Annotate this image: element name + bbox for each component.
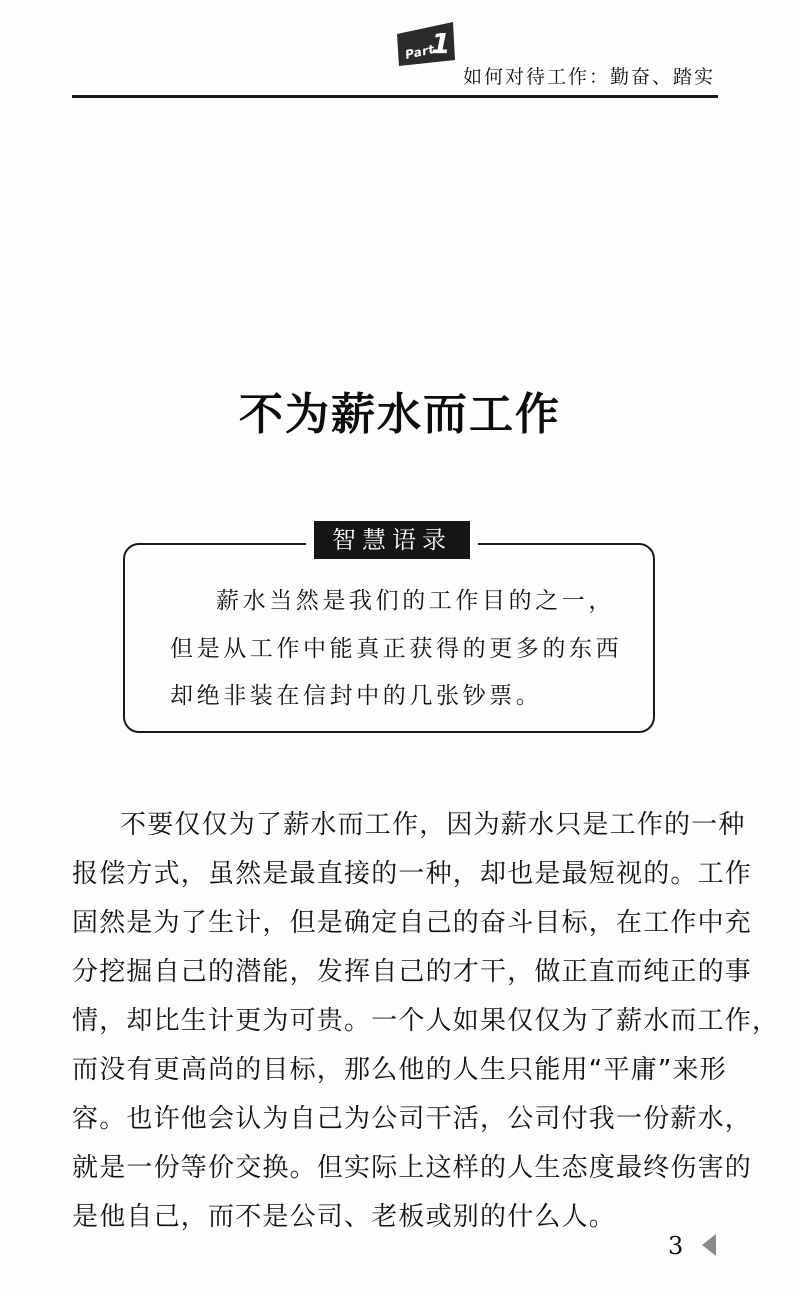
part-number: 1 — [431, 27, 451, 60]
body-line: 不要仅仅为了薪水而工作，因为薪水只是工作的一种 — [120, 810, 746, 840]
quote-label: 智慧语录 — [306, 521, 478, 559]
body-line: 情，却比生计更为可贵。一个人如果仅仅为了薪水而工作， — [72, 1006, 780, 1036]
body-line: 是他自己，而不是公司、老板或别的什么人。 — [72, 1202, 617, 1232]
part-word: Part — [403, 42, 436, 62]
body-line: 固然是为了生计，但是确定自己的奋斗目标，在工作中充 — [72, 908, 753, 938]
body-line: 就是一份等价交换。但实际上这样的人生态度最终伤害的 — [72, 1153, 753, 1183]
quote-line: 但是从工作中能真正获得的更多的东西 — [170, 636, 623, 662]
running-header-title: 如何对待工作：勤奋、踏实 — [463, 66, 716, 88]
body-line: 而没有更高尚的目标，那么他的人生只能用“平庸”来形 — [72, 1055, 727, 1085]
quote-line: 却绝非装在信封中的几张钞票。 — [170, 683, 543, 709]
page-marker-icon — [700, 1232, 718, 1258]
body-line: 报偿方式，虽然是最直接的一种，却也是最短视的。工作 — [72, 859, 753, 889]
quote-line: 薪水当然是我们的工作目的之一， — [216, 588, 615, 614]
body-line: 分挖掘自己的潜能，发挥自己的才干，做正直而纯正的事 — [72, 957, 753, 987]
chapter-title: 不为薪水而工作 — [239, 389, 561, 440]
body-line: 容。也许他会认为自己为公司干活，公司付我一份薪水， — [72, 1104, 753, 1134]
part-tab — [393, 20, 457, 66]
header-rule — [72, 95, 718, 98]
page-number: 3 — [668, 1232, 684, 1260]
